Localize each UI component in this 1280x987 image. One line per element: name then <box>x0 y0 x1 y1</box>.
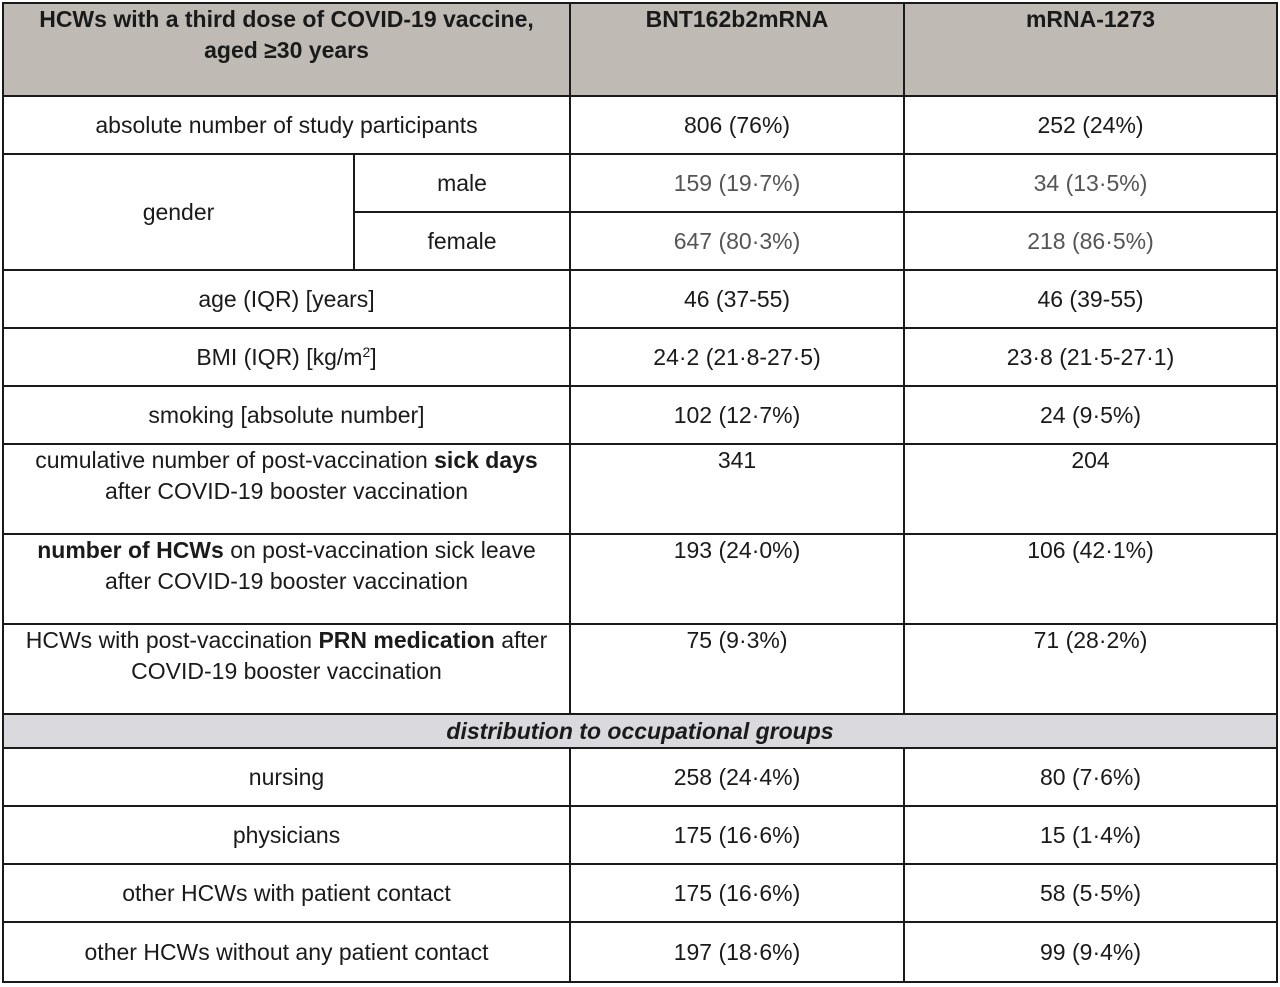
label-text: cumulative number of post-vaccination <box>35 447 435 473</box>
row-label: physicians <box>3 806 570 864</box>
bnt-value: 258 (24·4%) <box>570 748 904 806</box>
row-label: other HCWs without any patient contact <box>3 922 570 982</box>
bnt-value: 341 <box>570 444 904 534</box>
table-row <box>3 922 1277 982</box>
table-row <box>3 154 1277 212</box>
header-population: HCWs with a third dose of COVID-19 vaccine, aged ≥30 years <box>3 3 570 96</box>
table-row <box>3 806 1277 864</box>
label-text: after COVID-19 booster vaccination <box>104 478 469 504</box>
mrna-value: 80 (7·6%) <box>904 748 1277 806</box>
mrna-value: 58 (5·5%) <box>904 864 1277 922</box>
row-label <box>3 534 570 624</box>
label-emphasis: number of HCWs <box>37 537 224 563</box>
row-label: other HCWs with patient contact <box>3 864 570 922</box>
mrna-value: 204 <box>904 444 1277 534</box>
bnt-value: 806 (76%) <box>570 96 904 154</box>
mrna-value: 34 (13·5%) <box>904 154 1277 212</box>
table-row <box>3 624 1277 714</box>
bnt-value: 159 (19·7%) <box>570 154 904 212</box>
bmi-label-text: BMI (IQR) [kg/m <box>196 343 363 370</box>
bmi-label-end: ] <box>370 343 377 370</box>
sub-label: male <box>354 154 570 212</box>
bnt-value: 175 (16·6%) <box>570 806 904 864</box>
bnt-value: 75 (9·3%) <box>570 624 904 714</box>
bnt-value: 175 (16·6%) <box>570 864 904 922</box>
table-row <box>3 748 1277 806</box>
mrna-value: 46 (39-55) <box>904 270 1277 328</box>
mrna-value: 71 (28·2%) <box>904 624 1277 714</box>
row-label: gender <box>3 154 354 270</box>
label-text: HCWs with post-vaccination <box>25 627 319 653</box>
row-label <box>3 444 570 534</box>
label-emphasis: sick days <box>434 447 538 473</box>
vaccine-comparison-table <box>2 2 1278 983</box>
table-row <box>3 386 1277 444</box>
mrna-value: 218 (86·5%) <box>904 212 1277 270</box>
table-row <box>3 444 1277 534</box>
mrna-value: 15 (1·4%) <box>904 806 1277 864</box>
row-label: nursing <box>3 748 570 806</box>
bnt-value: 46 (37-55) <box>570 270 904 328</box>
label-emphasis: PRN medication <box>318 627 495 653</box>
mrna-value: 99 (9·4%) <box>904 922 1277 982</box>
section-row <box>3 714 1277 748</box>
mrna-value: 106 (42·1%) <box>904 534 1277 624</box>
bnt-value: 102 (12·7%) <box>570 386 904 444</box>
bnt-value: 197 (18·6%) <box>570 922 904 982</box>
table-row <box>3 864 1277 922</box>
table-row <box>3 534 1277 624</box>
row-label <box>3 328 570 386</box>
mrna-value: 252 (24%) <box>904 96 1277 154</box>
sub-label: female <box>354 212 570 270</box>
mrna-value: 23·8 (21·5-27·1) <box>904 328 1277 386</box>
header-mrna1273: mRNA-1273 <box>904 3 1277 96</box>
row-label: absolute number of study participants <box>3 96 570 154</box>
label-text: after COVID-19 booster vaccination <box>131 627 548 684</box>
header-bnt162b2: BNT162b2mRNA <box>570 3 904 96</box>
mrna-value: 24 (9·5%) <box>904 386 1277 444</box>
bmi-label-superscript: 2 <box>362 343 371 360</box>
table-row <box>3 96 1277 154</box>
bnt-value: 647 (80·3%) <box>570 212 904 270</box>
section-title: distribution to occupational groups <box>3 714 1277 748</box>
bnt-value: 193 (24·0%) <box>570 534 904 624</box>
table-row <box>3 328 1277 386</box>
table-row <box>3 270 1277 328</box>
row-label: smoking [absolute number] <box>3 386 570 444</box>
label-text: on post-vaccination sick leave after COVID-19 booster vaccination <box>104 537 536 594</box>
row-label <box>3 624 570 714</box>
row-label: age (IQR) [years] <box>3 270 570 328</box>
bnt-value: 24·2 (21·8-27·5) <box>570 328 904 386</box>
header-row <box>3 3 1277 96</box>
